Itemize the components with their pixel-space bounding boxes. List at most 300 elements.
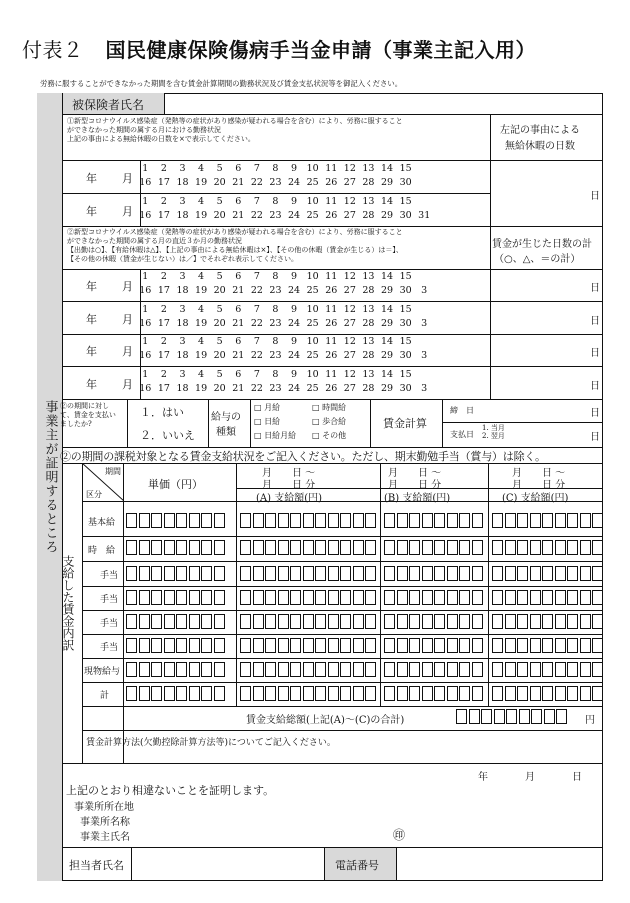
digit-box[interactable] xyxy=(434,638,445,653)
digit-box[interactable] xyxy=(567,540,578,555)
digit-box[interactable] xyxy=(151,590,162,605)
digit-box[interactable] xyxy=(531,709,542,724)
digit-box[interactable] xyxy=(580,614,591,629)
digit-box[interactable] xyxy=(397,566,408,581)
digit-box[interactable] xyxy=(459,566,470,581)
digit-box[interactable] xyxy=(265,662,276,677)
digit-box[interactable] xyxy=(422,513,433,528)
digit-box[interactable] xyxy=(434,686,445,701)
digit-box[interactable] xyxy=(151,540,162,555)
digit-box[interactable] xyxy=(240,590,251,605)
digit-box[interactable] xyxy=(397,590,408,605)
digit-box[interactable] xyxy=(492,614,503,629)
digit-box[interactable] xyxy=(353,566,364,581)
digit-box[interactable] xyxy=(567,638,578,653)
digit-box[interactable] xyxy=(505,590,516,605)
digit-box[interactable] xyxy=(397,686,408,701)
digit-box[interactable] xyxy=(542,638,553,653)
digit-box[interactable] xyxy=(126,662,137,677)
digit-box[interactable] xyxy=(315,662,326,677)
digit-box[interactable] xyxy=(139,614,150,629)
digit-box[interactable] xyxy=(340,590,351,605)
digit-box[interactable] xyxy=(530,686,541,701)
digit-box[interactable] xyxy=(353,662,364,677)
digit-box[interactable] xyxy=(384,513,395,528)
option-commission[interactable]: □ 歩合給 xyxy=(312,417,347,426)
digit-box[interactable] xyxy=(592,638,603,653)
digit-box[interactable] xyxy=(492,638,503,653)
digit-box[interactable] xyxy=(365,662,376,677)
pay-next-month[interactable]: 2. 翌月 xyxy=(482,432,505,440)
digit-box[interactable] xyxy=(567,686,578,701)
digit-box[interactable] xyxy=(340,686,351,701)
digit-box[interactable] xyxy=(434,513,445,528)
digit-input-group[interactable] xyxy=(384,686,484,701)
digit-input-group[interactable] xyxy=(126,590,226,605)
digit-box[interactable] xyxy=(505,540,516,555)
digit-box[interactable] xyxy=(303,662,314,677)
digit-box[interactable] xyxy=(189,662,200,677)
digit-box[interactable] xyxy=(253,566,264,581)
digit-box[interactable] xyxy=(328,540,339,555)
digit-box[interactable] xyxy=(240,513,251,528)
digit-input-group[interactable] xyxy=(126,662,226,677)
digit-box[interactable] xyxy=(447,590,458,605)
digit-box[interactable] xyxy=(201,590,212,605)
digit-box[interactable] xyxy=(422,540,433,555)
digit-box[interactable] xyxy=(164,638,175,653)
digit-box[interactable] xyxy=(384,662,395,677)
digit-box[interactable] xyxy=(139,513,150,528)
digit-box[interactable] xyxy=(434,590,445,605)
digit-box[interactable] xyxy=(592,614,603,629)
digit-box[interactable] xyxy=(290,540,301,555)
digit-box[interactable] xyxy=(530,662,541,677)
digit-box[interactable] xyxy=(542,686,553,701)
digit-box[interactable] xyxy=(201,662,212,677)
digit-box[interactable] xyxy=(580,686,591,701)
digit-box[interactable] xyxy=(592,686,603,701)
digit-box[interactable] xyxy=(384,614,395,629)
digit-box[interactable] xyxy=(422,590,433,605)
digit-box[interactable] xyxy=(472,662,483,677)
digit-box[interactable] xyxy=(544,709,555,724)
digit-box[interactable] xyxy=(139,638,150,653)
digit-box[interactable] xyxy=(434,662,445,677)
digit-box[interactable] xyxy=(567,614,578,629)
digit-box[interactable] xyxy=(315,590,326,605)
digit-box[interactable] xyxy=(201,513,212,528)
digit-box[interactable] xyxy=(151,614,162,629)
digit-box[interactable] xyxy=(290,638,301,653)
digit-box[interactable] xyxy=(555,590,566,605)
digit-box[interactable] xyxy=(164,540,175,555)
digit-box[interactable] xyxy=(151,513,162,528)
digit-box[interactable] xyxy=(176,638,187,653)
digit-box[interactable] xyxy=(328,590,339,605)
digit-box[interactable] xyxy=(492,686,503,701)
digit-box[interactable] xyxy=(517,513,528,528)
digit-box[interactable] xyxy=(328,662,339,677)
digit-box[interactable] xyxy=(303,566,314,581)
digit-box[interactable] xyxy=(214,614,225,629)
digit-box[interactable] xyxy=(340,614,351,629)
digit-box[interactable] xyxy=(151,662,162,677)
digit-box[interactable] xyxy=(315,686,326,701)
digit-box[interactable] xyxy=(397,513,408,528)
digit-box[interactable] xyxy=(505,686,516,701)
digit-box[interactable] xyxy=(456,709,467,724)
digit-input-group[interactable] xyxy=(126,638,226,653)
digit-box[interactable] xyxy=(555,638,566,653)
digit-box[interactable] xyxy=(151,566,162,581)
digit-box[interactable] xyxy=(592,513,603,528)
digit-box[interactable] xyxy=(555,614,566,629)
digit-box[interactable] xyxy=(384,590,395,605)
digit-input-group[interactable] xyxy=(384,662,484,677)
total-digit-group[interactable] xyxy=(456,709,569,724)
digit-box[interactable] xyxy=(353,614,364,629)
digit-box[interactable] xyxy=(530,638,541,653)
digit-box[interactable] xyxy=(397,638,408,653)
digit-box[interactable] xyxy=(290,662,301,677)
digit-box[interactable] xyxy=(459,662,470,677)
digit-box[interactable] xyxy=(139,540,150,555)
digit-input-group[interactable] xyxy=(240,590,378,605)
digit-box[interactable] xyxy=(542,590,553,605)
digit-box[interactable] xyxy=(384,540,395,555)
digit-box[interactable] xyxy=(592,590,603,605)
digit-box[interactable] xyxy=(176,540,187,555)
digit-input-group[interactable] xyxy=(384,566,484,581)
digit-box[interactable] xyxy=(492,662,503,677)
digit-box[interactable] xyxy=(422,662,433,677)
digit-box[interactable] xyxy=(472,590,483,605)
digit-box[interactable] xyxy=(555,662,566,677)
digit-box[interactable] xyxy=(265,614,276,629)
digit-box[interactable] xyxy=(303,513,314,528)
option-hourly[interactable]: □ 時間給 xyxy=(312,403,347,412)
digit-box[interactable] xyxy=(315,540,326,555)
digit-box[interactable] xyxy=(365,540,376,555)
digit-box[interactable] xyxy=(265,686,276,701)
digit-box[interactable] xyxy=(530,590,541,605)
digit-box[interactable] xyxy=(315,614,326,629)
digit-box[interactable] xyxy=(328,638,339,653)
digit-box[interactable] xyxy=(189,590,200,605)
digit-box[interactable] xyxy=(472,540,483,555)
option-other[interactable]: □ その他 xyxy=(312,431,347,440)
digit-box[interactable] xyxy=(409,638,420,653)
digit-box[interactable] xyxy=(517,540,528,555)
digit-box[interactable] xyxy=(469,709,480,724)
digit-box[interactable] xyxy=(278,566,289,581)
digit-box[interactable] xyxy=(530,566,541,581)
digit-box[interactable] xyxy=(201,638,212,653)
digit-box[interactable] xyxy=(253,638,264,653)
digit-box[interactable] xyxy=(164,566,175,581)
digit-box[interactable] xyxy=(447,686,458,701)
digit-box[interactable] xyxy=(328,566,339,581)
digit-box[interactable] xyxy=(492,540,503,555)
digit-box[interactable] xyxy=(459,638,470,653)
option-monthly[interactable]: □ 月給 xyxy=(254,403,281,412)
digit-input-group[interactable] xyxy=(492,566,605,581)
digit-box[interactable] xyxy=(214,540,225,555)
digit-box[interactable] xyxy=(253,614,264,629)
digit-box[interactable] xyxy=(240,638,251,653)
digit-input-group[interactable] xyxy=(126,540,226,555)
digit-box[interactable] xyxy=(201,566,212,581)
digit-box[interactable] xyxy=(580,540,591,555)
digit-input-group[interactable] xyxy=(240,614,378,629)
option-daily[interactable]: □ 日給 xyxy=(254,417,281,426)
digit-box[interactable] xyxy=(555,540,566,555)
digit-box[interactable] xyxy=(580,638,591,653)
digit-input-group[interactable] xyxy=(384,638,484,653)
pay-this-month[interactable]: 1. 当月 xyxy=(482,424,505,432)
digit-box[interactable] xyxy=(290,513,301,528)
digit-input-group[interactable] xyxy=(492,638,605,653)
digit-input-group[interactable] xyxy=(492,590,605,605)
digit-box[interactable] xyxy=(422,614,433,629)
digit-box[interactable] xyxy=(542,662,553,677)
digit-box[interactable] xyxy=(542,614,553,629)
digit-box[interactable] xyxy=(505,614,516,629)
digit-box[interactable] xyxy=(506,709,517,724)
digit-box[interactable] xyxy=(530,614,541,629)
digit-box[interactable] xyxy=(365,686,376,701)
digit-box[interactable] xyxy=(126,614,137,629)
digit-box[interactable] xyxy=(164,614,175,629)
digit-box[interactable] xyxy=(176,590,187,605)
digit-box[interactable] xyxy=(384,638,395,653)
digit-box[interactable] xyxy=(409,540,420,555)
digit-box[interactable] xyxy=(472,686,483,701)
digit-box[interactable] xyxy=(472,614,483,629)
digit-box[interactable] xyxy=(580,590,591,605)
digit-box[interactable] xyxy=(353,540,364,555)
digit-box[interactable] xyxy=(580,513,591,528)
digit-input-group[interactable] xyxy=(492,513,605,528)
digit-box[interactable] xyxy=(340,638,351,653)
digit-box[interactable] xyxy=(214,513,225,528)
digit-box[interactable] xyxy=(176,566,187,581)
digit-box[interactable] xyxy=(409,513,420,528)
digit-input-group[interactable] xyxy=(240,686,378,701)
digit-box[interactable] xyxy=(447,540,458,555)
digit-input-group[interactable] xyxy=(384,590,484,605)
digit-box[interactable] xyxy=(189,638,200,653)
digit-box[interactable] xyxy=(315,566,326,581)
digit-box[interactable] xyxy=(189,540,200,555)
digit-box[interactable] xyxy=(409,686,420,701)
digit-box[interactable] xyxy=(176,686,187,701)
digit-box[interactable] xyxy=(126,513,137,528)
digit-box[interactable] xyxy=(409,614,420,629)
digit-box[interactable] xyxy=(492,513,503,528)
digit-box[interactable] xyxy=(542,513,553,528)
digit-box[interactable] xyxy=(176,513,187,528)
digit-input-group[interactable] xyxy=(240,513,378,528)
digit-box[interactable] xyxy=(253,686,264,701)
digit-box[interactable] xyxy=(126,590,137,605)
digit-box[interactable] xyxy=(303,540,314,555)
digit-box[interactable] xyxy=(492,590,503,605)
digit-box[interactable] xyxy=(214,638,225,653)
digit-box[interactable] xyxy=(365,566,376,581)
digit-box[interactable] xyxy=(303,686,314,701)
digit-box[interactable] xyxy=(290,590,301,605)
digit-box[interactable] xyxy=(139,662,150,677)
digit-box[interactable] xyxy=(492,566,503,581)
digit-box[interactable] xyxy=(481,709,492,724)
digit-box[interactable] xyxy=(290,566,301,581)
digit-box[interactable] xyxy=(434,614,445,629)
digit-box[interactable] xyxy=(265,513,276,528)
payment-yes[interactable]: １．はい xyxy=(140,406,184,419)
digit-box[interactable] xyxy=(422,566,433,581)
digit-box[interactable] xyxy=(542,566,553,581)
digit-box[interactable] xyxy=(472,566,483,581)
digit-box[interactable] xyxy=(592,566,603,581)
digit-box[interactable] xyxy=(517,614,528,629)
digit-box[interactable] xyxy=(139,566,150,581)
digit-box[interactable] xyxy=(365,614,376,629)
digit-input-group[interactable] xyxy=(492,614,605,629)
digit-input-group[interactable] xyxy=(492,662,605,677)
digit-input-group[interactable] xyxy=(384,540,484,555)
digit-box[interactable] xyxy=(201,540,212,555)
digit-box[interactable] xyxy=(164,686,175,701)
digit-box[interactable] xyxy=(214,566,225,581)
digit-box[interactable] xyxy=(265,638,276,653)
digit-box[interactable] xyxy=(397,614,408,629)
digit-box[interactable] xyxy=(505,513,516,528)
digit-box[interactable] xyxy=(126,540,137,555)
digit-box[interactable] xyxy=(580,566,591,581)
digit-input-group[interactable] xyxy=(126,513,226,528)
digit-box[interactable] xyxy=(328,686,339,701)
digit-box[interactable] xyxy=(459,614,470,629)
digit-box[interactable] xyxy=(353,513,364,528)
digit-box[interactable] xyxy=(139,686,150,701)
digit-box[interactable] xyxy=(126,686,137,701)
payment-no[interactable]: ２．いいえ xyxy=(140,429,195,442)
digit-box[interactable] xyxy=(517,638,528,653)
digit-box[interactable] xyxy=(519,709,530,724)
digit-box[interactable] xyxy=(567,590,578,605)
digit-box[interactable] xyxy=(176,662,187,677)
digit-box[interactable] xyxy=(189,614,200,629)
digit-box[interactable] xyxy=(303,590,314,605)
digit-box[interactable] xyxy=(409,590,420,605)
digit-box[interactable] xyxy=(542,540,553,555)
digit-box[interactable] xyxy=(567,513,578,528)
digit-box[interactable] xyxy=(365,590,376,605)
digit-box[interactable] xyxy=(517,566,528,581)
digit-box[interactable] xyxy=(253,540,264,555)
digit-input-group[interactable] xyxy=(126,566,226,581)
digit-box[interactable] xyxy=(567,566,578,581)
digit-box[interactable] xyxy=(303,638,314,653)
digit-box[interactable] xyxy=(353,590,364,605)
digit-box[interactable] xyxy=(365,513,376,528)
digit-box[interactable] xyxy=(340,566,351,581)
digit-box[interactable] xyxy=(253,513,264,528)
digit-box[interactable] xyxy=(126,566,137,581)
digit-box[interactable] xyxy=(189,686,200,701)
digit-box[interactable] xyxy=(472,513,483,528)
digit-box[interactable] xyxy=(409,662,420,677)
digit-box[interactable] xyxy=(151,638,162,653)
digit-box[interactable] xyxy=(447,638,458,653)
digit-box[interactable] xyxy=(303,614,314,629)
digit-box[interactable] xyxy=(201,686,212,701)
digit-input-group[interactable] xyxy=(384,614,484,629)
digit-input-group[interactable] xyxy=(240,638,378,653)
digit-box[interactable] xyxy=(340,513,351,528)
digit-box[interactable] xyxy=(126,638,137,653)
digit-box[interactable] xyxy=(517,662,528,677)
digit-box[interactable] xyxy=(253,590,264,605)
digit-box[interactable] xyxy=(530,540,541,555)
digit-box[interactable] xyxy=(459,513,470,528)
digit-box[interactable] xyxy=(164,590,175,605)
digit-box[interactable] xyxy=(290,614,301,629)
digit-box[interactable] xyxy=(447,513,458,528)
digit-box[interactable] xyxy=(505,662,516,677)
digit-box[interactable] xyxy=(384,566,395,581)
digit-box[interactable] xyxy=(434,566,445,581)
digit-box[interactable] xyxy=(139,590,150,605)
digit-input-group[interactable] xyxy=(126,686,226,701)
option-daily-monthly[interactable]: □ 日給月給 xyxy=(254,431,297,440)
digit-box[interactable] xyxy=(397,540,408,555)
digit-box[interactable] xyxy=(240,540,251,555)
digit-input-group[interactable] xyxy=(240,566,378,581)
digit-box[interactable] xyxy=(278,590,289,605)
digit-box[interactable] xyxy=(265,540,276,555)
digit-box[interactable] xyxy=(214,662,225,677)
digit-box[interactable] xyxy=(555,566,566,581)
digit-box[interactable] xyxy=(592,540,603,555)
digit-box[interactable] xyxy=(214,686,225,701)
digit-box[interactable] xyxy=(555,686,566,701)
digit-box[interactable] xyxy=(365,638,376,653)
digit-input-group[interactable] xyxy=(126,614,226,629)
digit-box[interactable] xyxy=(201,614,212,629)
digit-box[interactable] xyxy=(517,590,528,605)
digit-box[interactable] xyxy=(240,662,251,677)
digit-box[interactable] xyxy=(384,686,395,701)
digit-box[interactable] xyxy=(240,614,251,629)
digit-box[interactable] xyxy=(278,614,289,629)
digit-box[interactable] xyxy=(265,566,276,581)
digit-input-group[interactable] xyxy=(492,686,605,701)
digit-box[interactable] xyxy=(315,513,326,528)
digit-box[interactable] xyxy=(164,662,175,677)
digit-box[interactable] xyxy=(472,638,483,653)
digit-box[interactable] xyxy=(176,614,187,629)
digit-box[interactable] xyxy=(422,686,433,701)
digit-input-group[interactable] xyxy=(384,513,484,528)
digit-box[interactable] xyxy=(409,566,420,581)
digit-box[interactable] xyxy=(447,566,458,581)
digit-box[interactable] xyxy=(505,566,516,581)
digit-box[interactable] xyxy=(328,614,339,629)
digit-box[interactable] xyxy=(530,513,541,528)
